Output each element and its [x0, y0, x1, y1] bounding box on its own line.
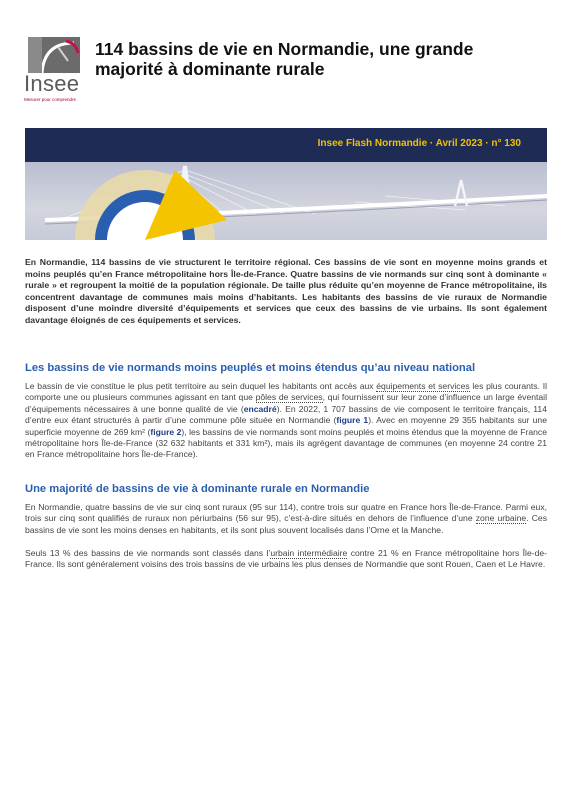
banner [25, 128, 547, 240]
glossary-link-poles[interactable]: pôles de services [255, 392, 323, 403]
ref-link-figure-2[interactable]: figure 2 [150, 426, 182, 437]
page-title: 114 bassins de vie en Normandie, une grande majorité à dominante rurale [95, 39, 474, 79]
publication-label: Insee Flash Normandie · Avril 2023 · n° 130 [317, 138, 521, 149]
text-run: , qui fournissent sur leur zone d’influence un large éventail d’équipements nécessaires à une bonne qualité de vie ( [25, 392, 547, 414]
text-run: ), les bassins de vie normands sont moins peuplés et moins étendus que la moyenne de France métropolitaine hors Île-de-France (32 632 habitants et 331 km²), mais ils agrègent davantage de communes (en moyenne 24 contre 21 en France métropolitaine hors Île-de-France). [25, 426, 547, 460]
text-run: les plus courants. Il comporte une ou plusieurs communes agissant en tant que [25, 381, 547, 403]
glossary-link-zone-urbaine[interactable]: zone urbaine [475, 513, 527, 524]
text-run: . Ces bassins de vie sont les moins denses en habitants, et ils sont plus souvent localisés dans l’Orne et la Manche. [25, 513, 547, 535]
logo-wordmark: Insee [24, 71, 80, 96]
logo-mark-icon [28, 37, 80, 73]
banner-bar [25, 128, 547, 162]
bridge-photo [25, 162, 547, 240]
text-run: contre 21 % en France métropolitaine hors Île-de-France. Ils sont généralement voisins des trois bassins de vie urbains les plus denses de Normandie que sont Rouen, Caen et Le Havre. [25, 548, 548, 570]
glossary-link-urbain-intermediaire[interactable]: urbain intermédiaire [270, 548, 348, 558]
logo-tagline: Mesurer pour comprendre [24, 97, 77, 102]
section-1-paragraph [25, 381, 547, 461]
text-run: Le bassin de vie constitue le plus petit territoire au sein duquel les habitants ont accès aux [25, 381, 377, 391]
section-title-1: Les bassins de vie normands moins peuplés et moins étendus qu’au niveau national [25, 362, 476, 374]
ref-link-encadre[interactable]: encadré [243, 403, 277, 414]
text-run: ). En 2022, 1 707 bassins de vie composent le territoire français, 114 d’entre eux étant structurés à partir d’une commune pôle située en Normandie ( [25, 403, 547, 426]
section-2-paragraph-2 [25, 548, 547, 571]
lead-paragraph: En Normandie, 114 bassins de vie structurent le territoire régional. Ces bassins de vie sont en moyenne moins grands et moins peuplés qu’en France métropolitaine hors Île-de-France. Quatre bassins de vie normands sur cinq sont à dominante « rurale » et regroupent la moitié de la population régionale. De taille plus réduite qu’en moyenne de France métropolitaine, ils concentrent davantage de communes mais moins d’habitants. Les habitants des bassins de vie ruraux de Normandie disposent d’une moindre diversité d’équipements et services que ceux des bassins de vie urbains. Ils sont également davantage éloignés de ces équipements et services. [25, 257, 547, 325]
text-run: En Normandie, quatre bassins de vie sur cinq sont ruraux (95 sur 114), contre trois sur quatre en France hors Île-de-France. Parmi eux, trois sur cinq sont qualifiés de ruraux non périurbains (56 sur 95), c’est-à-dire situés en dehors de l’influence d’une [25, 502, 547, 524]
text-run: Seuls 13 % des bassins de vie normands sont classés dans l’ [25, 548, 271, 558]
insee-logo [24, 37, 84, 105]
section-2-paragraph-1 [25, 502, 547, 536]
text-run: ). Avec en moyenne 29 355 habitants sur une superficie moyenne de 269 km² ( [25, 415, 547, 437]
ref-link-figure-1[interactable]: figure 1 [336, 415, 369, 426]
glossary-link-equipements[interactable]: équipements et services [376, 381, 470, 391]
section-title-2: Une majorité de bassins de vie à dominante rurale en Normandie [25, 483, 370, 495]
